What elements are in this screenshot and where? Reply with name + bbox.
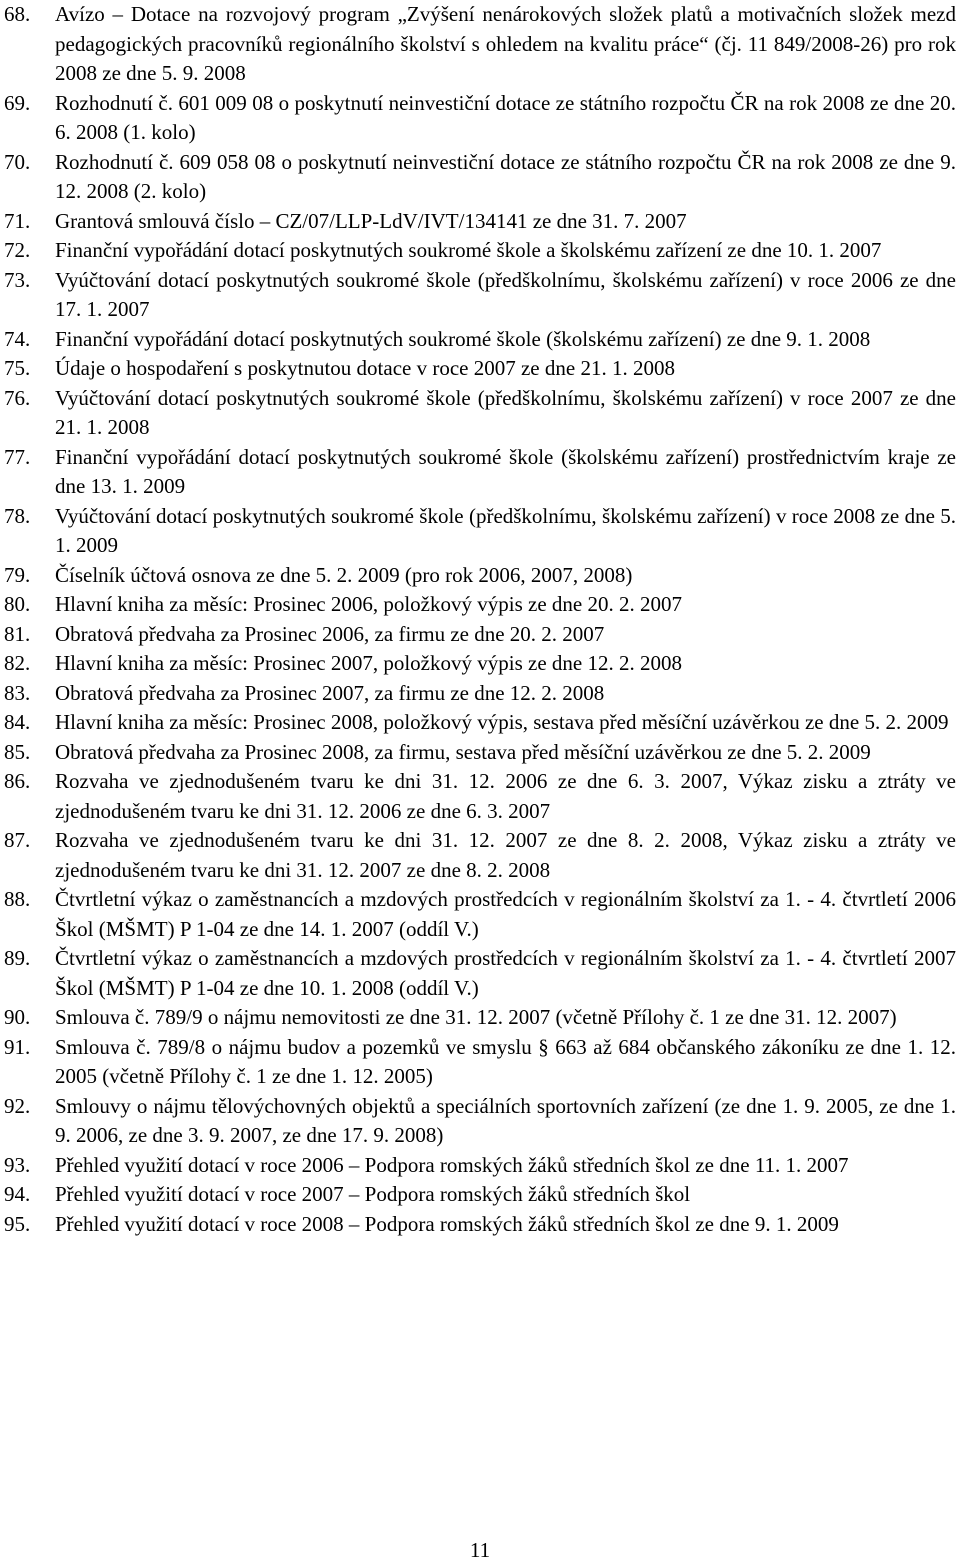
list-item-number: 86. [4,769,31,793]
list-item-text: Obratová předvaha za Prosinec 2008, za firmu, sestava před měsíční uzávěrkou ze dne 5. 2. 2009 [55,739,871,764]
list-item-number: 90. [4,1005,31,1029]
list-item-text: Obratová předvaha za Prosinec 2006, za firmu ze dne 20. 2. 2007 [55,621,605,646]
list-item [4,89,956,148]
list-item-text: Smlouvy o nájmu tělovýchovných objektů a speciálních sportovních zařízení (ze dne 1. 9. 2005, ze dne 1. 9. 2006, ze dne 3. 9. 2007, ze dne 17. 9. 2008) [55,1093,956,1147]
list-item-text: Finanční vypořádání dotací poskytnutých soukromé škole (školskému zařízení) prostřednictvím kraje ze dne 13. 1. 2009 [55,444,956,498]
list-item-text: Vyúčtování dotací poskytnutých soukromé škole (předškolnímu, školskému zařízení) v roce 2008 ze dne 5. 1. 2009 [55,503,956,557]
list-item-text: Obratová předvaha za Prosinec 2007, za firmu ze dne 12. 2. 2008 [55,680,605,705]
list-item-number: 95. [4,1211,31,1236]
list-item-text: Přehled využití dotací v roce 2008 – Podpora romských žáků středních škol ze dne 9. 1. 2009 [55,1211,839,1236]
list-item [4,649,956,679]
list-item-text: Hlavní kniha za měsíc: Prosinec 2008, položkový výpis, sestava před měsíční uzávěrkou ze dne 5. 2. 2009 [55,710,949,734]
list-item-number: 70. [4,149,31,174]
list-item-number: 80. [4,592,31,616]
list-item [4,207,956,237]
list-item-number: 94. [4,1182,31,1206]
list-item-text: Číselník účtová osnova ze dne 5. 2. 2009 (pro rok 2006, 2007, 2008) [55,562,633,587]
list-item [4,443,956,502]
list-item [4,1151,956,1181]
list-item [4,1210,956,1240]
list-item-text: Smlouva č. 789/8 o nájmu budov a pozemků ve smyslu § 663 až 684 občanského zákoníku ze dne 1. 12. 2005 (včetně Přílohy č. 1 ze dne 1. 12. 2005) [55,1034,956,1088]
list-item [4,1003,956,1033]
list-item [4,236,956,266]
list-item [4,325,956,355]
list-item-text: Vyúčtování dotací poskytnutých soukromé škole (předškolnímu, školskému zařízení) v roce 2007 ze dne 21. 1. 2008 [55,385,956,439]
list-item-number: 82. [4,651,31,675]
list-item-text: Avízo – Dotace na rozvojový program „Zvýšení nenárokových složek platů a motivačních složek mezd pedagogických pracovníků regionálního školství s ohledem na kvalitu práce“ (čj. 11 849/2008-26) pro rok 2008 ze dne 5. 9. 2008 [55,2,956,85]
list-item-text: Smlouva č. 789/9 o nájmu nemovitosti ze dne 31. 12. 2007 (včetně Přílohy č. 1 ze dne 31. 12. 2007) [55,1005,897,1029]
list-item [4,384,956,443]
list-item [4,148,956,207]
list-item-number: 87. [4,828,31,852]
list-item [4,620,956,650]
list-item [4,826,956,885]
list-item-text: Rozhodnutí č. 609 058 08 o poskytnutí neinvestiční dotace ze státního rozpočtu ČR na rok 2008 ze dne 9. 12. 2008 (2. kolo) [55,149,956,203]
list-item [4,590,956,620]
list-item-number: 78. [4,503,31,528]
list-item-number: 79. [4,562,31,587]
list-item [4,708,956,738]
document-item-list [4,0,956,1239]
list-item-number: 81. [4,621,31,646]
list-item-text: Přehled využití dotací v roce 2007 – Podpora romských žáků středních škol [55,1182,691,1206]
list-item [4,767,956,826]
list-item-text: Rozvaha ve zjednodušeném tvaru ke dni 31. 12. 2006 ze dne 6. 3. 2007, Výkaz zisku a ztráty ve zjednodušeném tvaru ke dni 31. 12. 2006 ze dne 6. 3. 2007 [55,769,956,823]
list-item [4,266,956,325]
list-item-text: Grantová smlouvá číslo – CZ/07/LLP-LdV/IVT/134141 ze dne 31. 7. 2007 [55,208,687,233]
list-item-text: Čtvrtletní výkaz o zaměstnancích a mzdových prostředcích v regionálním školství za 1. - 4. čtvrtletí 2006 Škol (MŠMT) P 1-04 ze dne 14. 1. 2007 (oddíl V.) [55,887,956,941]
list-item-text: Rozvaha ve zjednodušeném tvaru ke dni 31. 12. 2007 ze dne 8. 2. 2008, Výkaz zisku a ztráty ve zjednodušeném tvaru ke dni 31. 12. 2007 ze dne 8. 2. 2008 [55,828,956,882]
list-item [4,354,956,384]
list-item-number: 72. [4,238,31,262]
list-item-number: 84. [4,710,31,734]
list-item-text: Finanční vypořádání dotací poskytnutých soukromé škole (školskému zařízení) ze dne 9. 1. 2008 [55,326,871,351]
list-item-number: 83. [4,680,31,705]
list-item-text: Údaje o hospodaření s poskytnutou dotace v roce 2007 ze dne 21. 1. 2008 [55,356,675,380]
list-item-number: 74. [4,326,31,351]
list-item-number: 77. [4,444,31,469]
list-item [4,885,956,944]
list-item [4,738,956,768]
list-item-number: 71. [4,208,31,233]
list-item-text: Čtvrtletní výkaz o zaměstnancích a mzdových prostředcích v regionálním školství za 1. - 4. čtvrtletí 2007 Škol (MŠMT) P 1-04 ze dne 10. 1. 2008 (oddíl V.) [55,946,956,1000]
list-item-number: 85. [4,739,31,764]
list-item-number: 91. [4,1034,31,1059]
list-item-text: Přehled využití dotací v roce 2006 – Podpora romských žáků středních škol ze dne 11. 1. 2007 [55,1152,849,1177]
list-item-number: 76. [4,385,31,410]
list-item [4,944,956,1003]
list-item [4,502,956,561]
list-item-number: 89. [4,946,31,970]
list-item [4,1180,956,1210]
list-item-text: Vyúčtování dotací poskytnutých soukromé škole (předškolnímu, školskému zařízení) v roce 2006 ze dne 17. 1. 2007 [55,267,956,321]
list-item-number: 93. [4,1152,31,1177]
list-item-number: 88. [4,887,31,911]
list-item [4,679,956,709]
list-item-number: 73. [4,267,31,292]
list-item [4,1092,956,1151]
list-item [4,0,956,89]
list-item [4,561,956,591]
list-item-number: 92. [4,1093,31,1118]
list-item-text: Finanční vypořádání dotací poskytnutých soukromé škole a školskému zařízení ze dne 10. 1. 2007 [55,238,882,262]
list-item-text: Hlavní kniha za měsíc: Prosinec 2007, položkový výpis ze dne 12. 2. 2008 [55,651,682,675]
list-item-number: 75. [4,356,31,380]
list-item-number: 69. [4,90,31,115]
list-item-number: 68. [4,2,31,26]
page-number: 11 [469,1538,491,1562]
list-item [4,1033,956,1092]
list-item-text: Hlavní kniha za měsíc: Prosinec 2006, položkový výpis ze dne 20. 2. 2007 [55,592,682,616]
list-item-text: Rozhodnutí č. 601 009 08 o poskytnutí neinvestiční dotace ze státního rozpočtu ČR na rok 2008 ze dne 20. 6. 2008 (1. kolo) [55,90,956,144]
